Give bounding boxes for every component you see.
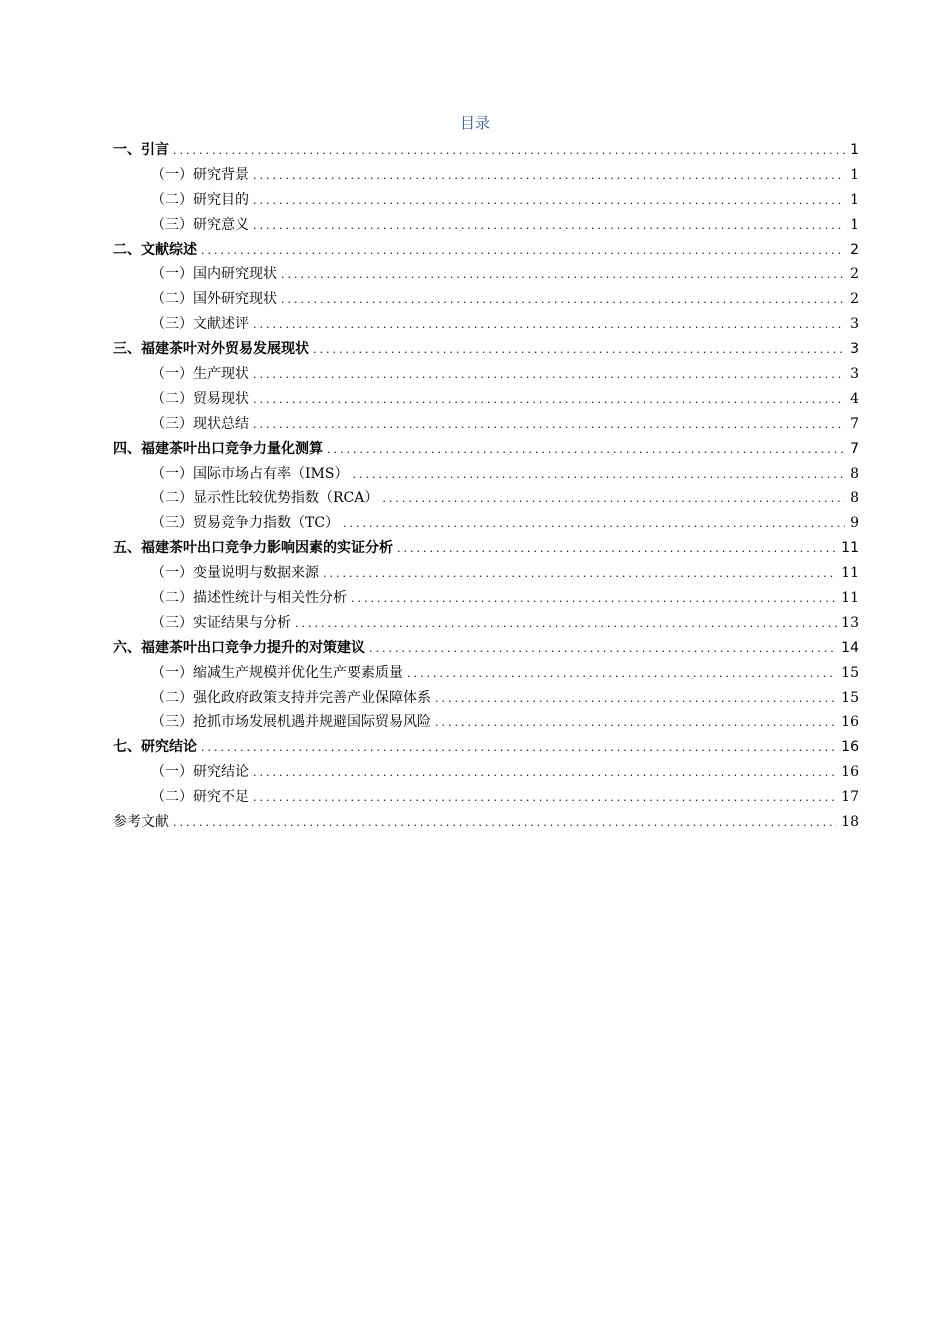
toc-entry-page-number: 3 <box>850 316 859 333</box>
toc-entry[interactable] <box>113 337 859 362</box>
toc-entry-label: （一）研究结论 <box>151 764 249 781</box>
toc-entry-label: （三）贸易竞争力指数（TC） <box>151 515 340 532</box>
toc-entry-label: 一、引言 <box>113 142 169 158</box>
toc-entry[interactable] <box>113 710 859 735</box>
toc-dot-leader <box>253 388 845 413</box>
toc-entry-page-number: 18 <box>841 814 859 831</box>
toc-entry[interactable] <box>113 760 859 785</box>
toc-entry-label: （二）研究不足 <box>151 789 249 806</box>
toc-dot-leader <box>281 263 845 288</box>
toc-entry[interactable] <box>113 611 859 636</box>
toc-entry[interactable] <box>113 785 859 810</box>
toc-entry[interactable] <box>113 362 859 387</box>
toc-dot-leader <box>343 512 845 537</box>
toc-entry-label: 二、文献综述 <box>113 241 197 258</box>
toc-entry-page-number: 8 <box>850 465 859 482</box>
toc-entry[interactable] <box>113 586 859 611</box>
toc-entry[interactable] <box>113 735 859 760</box>
toc-entry-page-number: 2 <box>850 241 859 258</box>
toc-entry[interactable] <box>113 412 859 437</box>
toc-dot-leader <box>253 413 845 438</box>
toc-entry-label: （二）描述性统计与相关性分析 <box>151 590 347 607</box>
toc-entry-label: （一）变量说明与数据来源 <box>151 565 319 582</box>
toc-entry-page-number: 13 <box>841 614 859 631</box>
toc-entry[interactable] <box>113 536 859 561</box>
toc-dot-leader <box>327 438 845 463</box>
toc-entry-label: （二）研究目的 <box>151 191 249 208</box>
toc-entry[interactable] <box>113 312 859 337</box>
toc-entry-page-number: 9 <box>850 515 859 532</box>
toc-dot-leader <box>435 711 837 736</box>
toc-entry-label: （三）抢抓市场发展机遇并规避国际贸易风险 <box>151 714 431 731</box>
toc-entry-label: （三）文献述评 <box>151 316 249 333</box>
toc-entry[interactable] <box>113 262 859 287</box>
toc-entry-label: （三）现状总结 <box>151 415 249 432</box>
toc-dot-leader <box>173 139 845 164</box>
toc-entry-label: 六、福建茶叶出口竞争力提升的对策建议 <box>113 639 365 656</box>
toc-entry-page-number: 7 <box>850 415 859 432</box>
toc-entry-page-number: 3 <box>850 366 859 383</box>
toc-entry[interactable] <box>113 686 859 711</box>
toc-entry-page-number: 16 <box>841 764 859 781</box>
toc-entry-page-number: 15 <box>841 664 859 681</box>
toc-dot-leader <box>201 239 845 264</box>
toc-entry-page-number: 3 <box>850 341 859 358</box>
toc-dot-leader <box>295 612 837 637</box>
toc-dot-leader <box>351 587 837 612</box>
toc-dot-leader <box>382 487 845 512</box>
toc-entry-page-number: 7 <box>850 440 859 457</box>
toc-entry-page-number: 16 <box>841 739 859 756</box>
toc-dot-leader <box>313 338 845 363</box>
toc-dot-leader <box>253 164 845 189</box>
toc-entry-page-number: 11 <box>841 565 859 582</box>
toc-entry-page-number: 1 <box>850 216 859 233</box>
toc-entry-label: （一）国际市场占有率（IMS） <box>151 465 349 482</box>
toc-dot-leader <box>253 786 837 811</box>
toc-dot-leader <box>253 363 845 388</box>
toc-entry-page-number: 16 <box>841 714 859 731</box>
toc-entry-page-number: 1 <box>850 191 859 208</box>
toc-dot-leader <box>253 189 845 214</box>
toc-entry-label: （二）显示性比较优势指数（RCA） <box>151 490 379 507</box>
toc-dot-leader <box>281 288 845 313</box>
toc-entry-label: 参考文献 <box>113 814 169 831</box>
toc-entry[interactable] <box>113 163 859 188</box>
toc-entry[interactable] <box>113 810 859 835</box>
toc-dot-leader <box>369 637 837 662</box>
toc-entry[interactable] <box>113 462 859 487</box>
toc-dot-leader <box>253 313 845 338</box>
toc-entry-page-number: 11 <box>841 590 859 607</box>
toc-entry-label: （一）生产现状 <box>151 366 249 383</box>
toc-entry-page-number: 2 <box>850 266 859 283</box>
toc-list <box>113 138 859 835</box>
toc-entry-label: （二）贸易现状 <box>151 390 249 407</box>
toc-entry-label: （三）实证结果与分析 <box>151 614 291 631</box>
toc-entry-label: （二）强化政府政策支持并完善产业保障体系 <box>151 689 431 706</box>
toc-dot-leader <box>352 463 845 488</box>
toc-entry-page-number: 17 <box>841 789 859 806</box>
toc-entry-page-number: 1 <box>850 166 859 183</box>
toc-entry-label: （一）研究背景 <box>151 166 249 183</box>
toc-entry-page-number: 2 <box>850 291 859 308</box>
toc-dot-leader <box>435 687 837 712</box>
toc-entry-page-number: 14 <box>841 639 859 656</box>
toc-dot-leader <box>397 537 837 562</box>
toc-dot-leader <box>323 562 837 587</box>
toc-entry-page-number: 4 <box>850 390 859 407</box>
toc-entry[interactable] <box>113 387 859 412</box>
toc-entry-page-number: 1 <box>850 142 859 158</box>
toc-dot-leader <box>201 736 837 761</box>
toc-entry[interactable] <box>113 437 859 462</box>
toc-entry-label: （三）研究意义 <box>151 216 249 233</box>
toc-title: 目录 <box>459 114 490 132</box>
toc-entry[interactable] <box>113 138 859 163</box>
toc-dot-leader <box>173 811 837 836</box>
toc-entry[interactable] <box>113 561 859 586</box>
toc-entry-label: 七、研究结论 <box>113 739 197 756</box>
toc-entry-label: （二）国外研究现状 <box>151 291 277 308</box>
toc-dot-leader <box>253 761 837 786</box>
toc-entry[interactable] <box>113 287 859 312</box>
toc-entry-page-number: 15 <box>841 689 859 706</box>
toc-entry[interactable] <box>113 188 859 213</box>
toc-entry-page-number: 8 <box>850 490 859 507</box>
toc-entry[interactable] <box>113 511 859 536</box>
toc-entry[interactable] <box>113 636 859 661</box>
toc-entry-label: （一）国内研究现状 <box>151 266 277 283</box>
toc-entry[interactable] <box>113 661 859 686</box>
toc-entry[interactable] <box>113 486 859 511</box>
toc-entry-label: 五、福建茶叶出口竞争力影响因素的实证分析 <box>113 540 393 557</box>
toc-entry[interactable] <box>113 238 859 263</box>
toc-entry-page-number: 11 <box>841 540 859 557</box>
toc-entry-label: 四、福建茶叶出口竞争力量化测算 <box>113 440 323 457</box>
toc-entry-label: 三、福建茶叶对外贸易发展现状 <box>113 341 309 358</box>
toc-entry[interactable] <box>113 213 859 238</box>
toc-dot-leader <box>407 662 837 687</box>
toc-entry-label: （一）缩减生产规模并优化生产要素质量 <box>151 664 403 681</box>
toc-dot-leader <box>253 214 845 239</box>
